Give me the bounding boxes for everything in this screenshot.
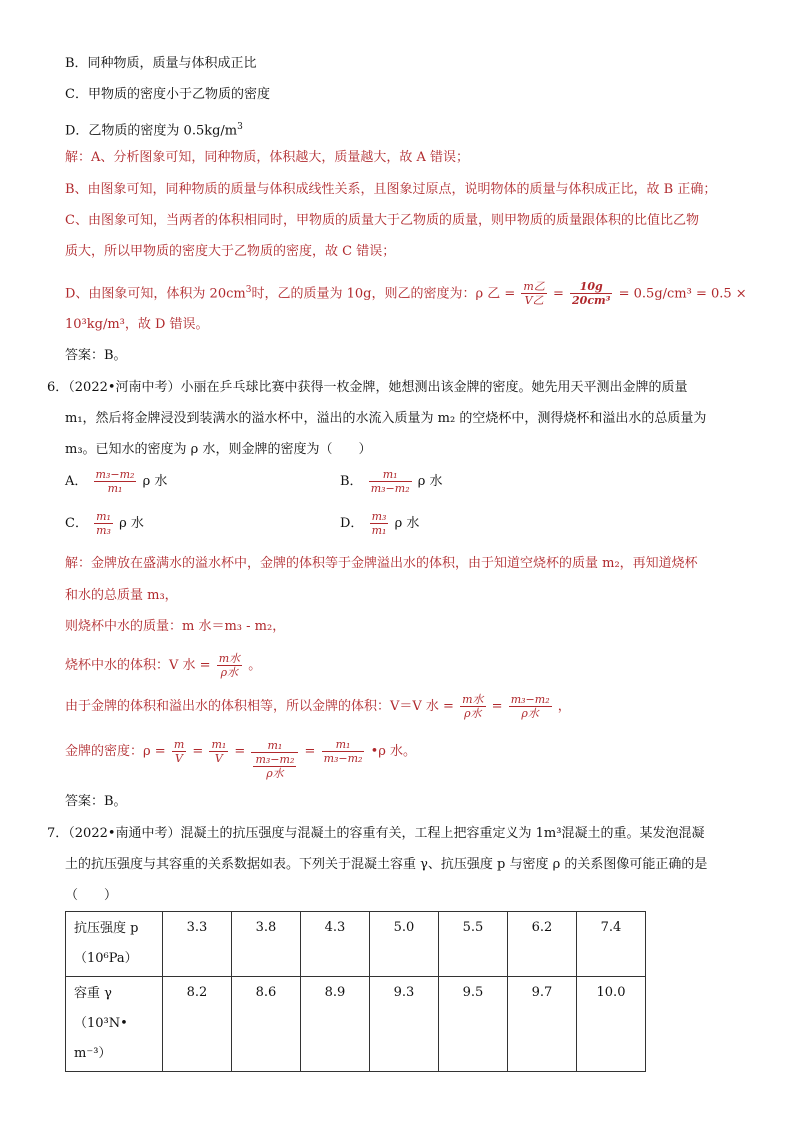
- table-cell: 9.3: [370, 977, 439, 1072]
- q6-stem-line-2: m₁，然后将金牌浸没到装满水的溢水杯中，溢出的水流入质量为 m₂ 的空烧杯中，测得烧杯和溢出水的总质量为: [65, 411, 707, 426]
- table-cell: 3.3: [163, 912, 232, 977]
- data-table: [65, 911, 646, 1072]
- q6-solution-line-2: 和水的总质量 m₃，: [65, 588, 178, 603]
- q6-stem-line-1: 6．（2022•河南中考）小丽在乒乓球比赛中获得一枚金牌，她想测出该金牌的密度。她先用天平测出金牌的质量: [47, 380, 688, 395]
- fraction-10g-over-20cm3: $\frac{10g}{\text{20cm³}}$: [572, 280, 611, 308]
- table-cell: 10.0: [577, 977, 646, 1072]
- q6-option-d[interactable]: D． $\frac{\text{m₃}}{\text{m₁}}$ ρ 水: [340, 510, 420, 537]
- q6-option-c[interactable]: C． $\frac{\text{m₁}}{\text{m₃}}$ ρ 水: [65, 510, 144, 537]
- q7-stem-line-2: 土的抗压强度与其容重的关系数据如表。下列关于混凝土容重 γ、抗压强度 p 与密度 ρ 的关系图像可能正确的是: [65, 857, 708, 872]
- q5-solution-line-2: B、由图象可知，同种物质的质量与体积成线性关系，且图象过原点，说明物体的质量与体积成正比，故 B 正确；: [65, 182, 717, 197]
- table-row-label: 抗压强度 p （10⁶Pa）: [66, 912, 163, 977]
- table-cell: 7.4: [577, 912, 646, 977]
- q5-solution-line-6: 10³kg/m³，故 D 错误。: [65, 317, 209, 332]
- table-cell: 6.2: [508, 912, 577, 977]
- q6-solution-line-4: 烧杯中水的体积：V 水 = $\frac{\text{m水}}{\text{ρ水}}$ 。: [65, 652, 262, 679]
- q5-answer: 答案：B。: [65, 348, 127, 363]
- fraction-m-over-v: $\frac{\text{m乙}}{\text{V乙}}$: [523, 280, 545, 308]
- table-cell: 5.5: [439, 912, 508, 977]
- q6-solution-line-5: 由于金牌的体积和溢出水的体积相等，所以金牌的体积：V＝V 水 = $\frac{\text{m水}}{\text{ρ水}}$ = $\frac{\text{m₃−m₂}}{\text{ρ水}}$ ，: [65, 693, 571, 720]
- q7-stem-line-3: （ ）: [65, 888, 118, 903]
- q6-stem-line-3: m₃。已知水的密度为 ρ 水，则金牌的密度为（ ）: [65, 442, 372, 457]
- table-cell: 4.3: [301, 912, 370, 977]
- table-row: [66, 977, 646, 1072]
- q6-solution-line-1: 解：金牌放在盛满水的溢水杯中，金牌的体积等于金牌溢出水的体积，由于知道空烧杯的质量 m₂，再知道烧杯: [65, 556, 698, 571]
- q6-answer: 答案：B。: [65, 794, 127, 809]
- option-b: B．同种物质，质量与体积成正比: [65, 56, 257, 71]
- table-row-label: 容重 γ（10³N• m⁻³）: [66, 977, 163, 1072]
- table-cell: 8.2: [163, 977, 232, 1072]
- option-c: C．甲物质的密度小于乙物质的密度: [65, 87, 270, 102]
- table-row: [66, 912, 646, 977]
- q7-stem-line-1: 7．（2022•南通中考）混凝土的抗压强度与混凝土的容重有关，工程上把容重定义为 1m³混凝土的重。某发泡混凝: [47, 826, 705, 841]
- q6-option-a[interactable]: A． $\frac{\text{m₃−m₂}}{\text{m₁}}$ ρ 水: [65, 468, 168, 495]
- option-d: D．乙物质的密度为 $0.5kg/m^3$: [65, 122, 243, 139]
- table-cell: 8.9: [301, 977, 370, 1072]
- q6-solution-line-6: 金牌的密度：ρ = $\frac{m}{V}$ = $\frac{\text{m₁}}{V}$ = $\frac{\text{m₁}}{\frac{\text{m₃−m₂}}{\text{ρ水}}}$ = $\frac{\text{m₁}}{\text{m₃−m₂}}$ •ρ 水。: [65, 738, 417, 780]
- table-cell: 9.5: [439, 977, 508, 1072]
- q6-option-b[interactable]: B． $\frac{\text{m₁}}{\text{m₃−m₂}}$ ρ 水: [340, 468, 443, 495]
- q5-solution-line-5: D、由图象可知，体积为 $20cm^3$时，乙的质量为 10g，则乙的密度为：ρ 乙 = $\frac{\text{m乙}}{\text{V乙}}$ = $\frac{10g}{\text{20cm³}}$ = 0.5g/cm³ = 0.5 ×: [65, 280, 747, 308]
- table-cell: 9.7: [508, 977, 577, 1072]
- q6-solution-line-3: 则烧杯中水的质量：m 水＝m₃ - m₂，: [65, 619, 286, 634]
- table-cell: 5.0: [370, 912, 439, 977]
- table-cell: 8.6: [232, 977, 301, 1072]
- q5-solution-line-4: 质大，所以甲物质的密度大于乙物质的密度，故 C 错误；: [65, 244, 396, 259]
- q5-solution-line-3: C、由图象可知，当两者的体积相同时，甲物质的质量大于乙物质的质量，则甲物质的质量跟体积的比值比乙物: [65, 213, 699, 228]
- table-cell: 3.8: [232, 912, 301, 977]
- q5-solution-line-1: 解：A、分析图象可知，同种物质，体积越大，质量越大，故 A 错误；: [65, 150, 470, 165]
